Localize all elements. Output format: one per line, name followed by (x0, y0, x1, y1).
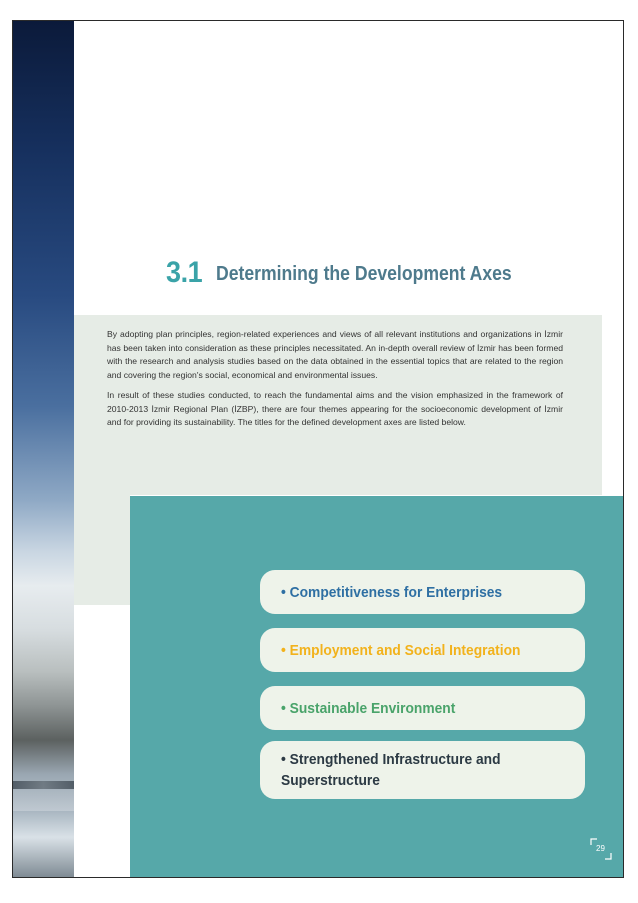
axis-label: • Strengthened Infrastructure and Superstructure (281, 751, 501, 789)
page-frame (12, 20, 624, 878)
axis-label: • Employment and Social Integration (281, 641, 521, 659)
page-number: 29 (596, 844, 605, 853)
section-number: 3.1 (166, 256, 203, 289)
intro-paragraph-1: By adopting plan principles, region-related experiences and views of all relevant institutions and organizations in İzmir has been taken into consideration as these principles necessitated. An in-depth overall review of İzmir has been formed with the research and analysis studies based on the data obtained in the essential topics that are related to the region and covering the region's social, economical and environmental issues. (107, 329, 563, 381)
intro-paragraph-2: In result of these studies conducted, to reach the fundamental aims and the vision emphasized in the framework of 2010-2013 İzmir Regional Plan (İZBP), there are four themes appearing for the socioeconomic development of İzmir and for providing its sustainability. The titles for the defined development axes are listed below. (107, 389, 563, 428)
axis-label: • Competitiveness for Enterprises (281, 583, 503, 601)
section-title: Determining the Development Axes (216, 263, 512, 285)
axis-label: • Sustainable Environment (281, 699, 456, 717)
